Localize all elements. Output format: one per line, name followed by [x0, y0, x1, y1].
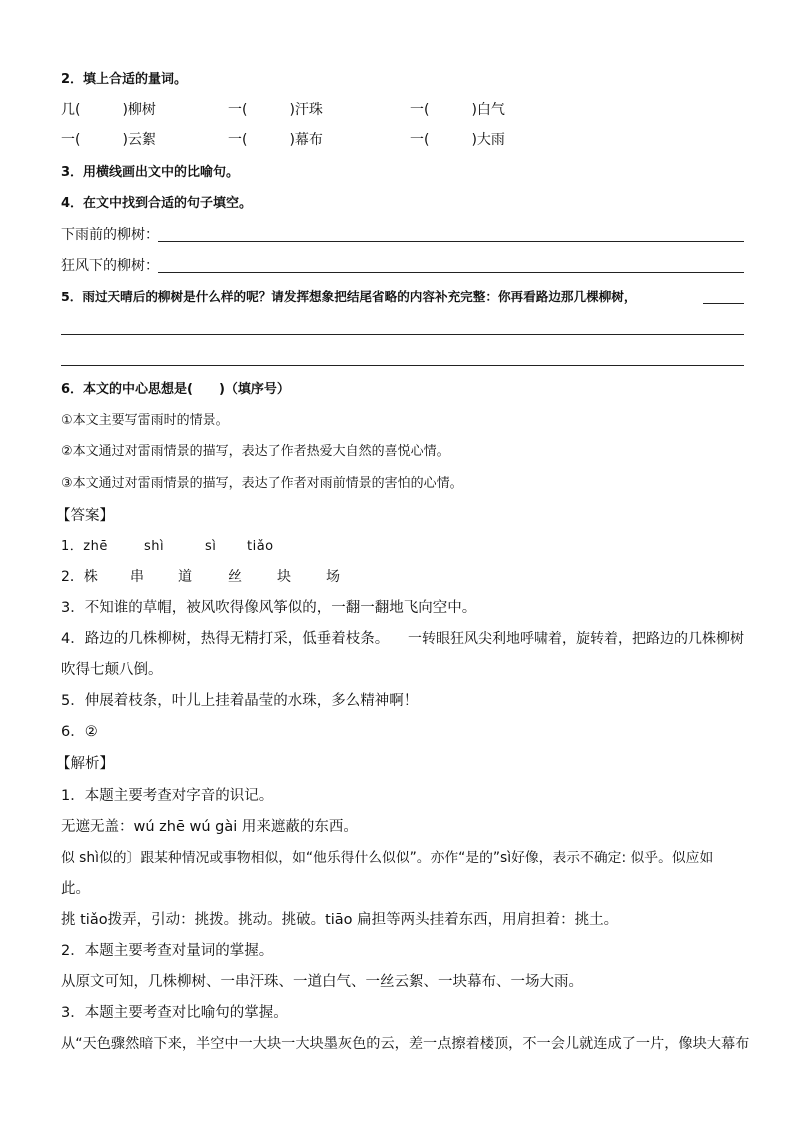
q6-option-3: ③本文通过对雷雨情景的描写，表达了作者对雨前情景的害怕的心情。: [61, 476, 463, 491]
q6-option-1: ①本文主要写雷雨时的情景。: [61, 413, 229, 428]
answer-4-continuation: 吹得七颠八倒。: [61, 662, 163, 678]
q2-blank-5: 一( )幕布: [228, 132, 323, 148]
answer-4-part-2: 一转眼狂风尖利地呼啸着，旋转着，把路边的几株柳树: [408, 631, 744, 647]
analysis-line-8: 3．本题主要考查对比喻句的掌握。: [61, 1005, 288, 1021]
analysis-line-1: 1．本题主要考查对字音的识记。: [61, 788, 274, 804]
answer-header: 【答案】: [56, 508, 114, 524]
answer-line: [158, 241, 744, 242]
answer-1-pinyin-1: 1．zhē: [61, 539, 108, 554]
question-5-title: 5．雨过天晴后的柳树是什么样的呢？请发挥想象把结尾省略的内容补充完整：你再看路边那几棵柳树，: [61, 289, 637, 304]
answer-3: 3．不知谁的草帽，被风吹得像风筝似的，一翻一翻地飞向空中。: [61, 600, 477, 616]
q2-blank-4: 一( )云絮: [61, 132, 156, 148]
answer-2-word-4: 丝: [228, 569, 242, 585]
answer-line: [703, 303, 744, 304]
analysis-header: 【解析】: [56, 756, 114, 772]
answer-2-word-6: 场: [326, 569, 340, 585]
answer-1-pinyin-3: sì: [205, 539, 217, 554]
answer-2-word-1: 2．株: [61, 569, 98, 585]
answer-4-part-1: 4．路边的几株柳树，热得无精打采，低垂着枝条。: [61, 631, 390, 647]
answer-2-word-5: 块: [277, 569, 291, 585]
answer-line: [158, 272, 744, 273]
answer-line: [61, 365, 744, 366]
q4-label-in-storm: 狂风下的柳树：: [61, 258, 159, 274]
question-3-title: 3．用横线画出文中的比喻句。: [61, 165, 240, 180]
question-2-title: 2．填上合适的量词。: [61, 72, 188, 87]
question-4-title: 4．在文中找到合适的句子填空。: [61, 196, 253, 211]
q6-option-2: ②本文通过对雷雨情景的描写，表达了作者热爱大自然的喜悦心情。: [61, 444, 450, 459]
answer-1-pinyin-4: tiǎo: [247, 539, 274, 554]
q2-blank-6: 一( )大雨: [410, 132, 505, 148]
answer-2-word-3: 道: [178, 569, 192, 585]
answer-2-word-2: 串: [130, 569, 144, 585]
analysis-line-4: 此。: [61, 881, 90, 897]
question-6-title: 6．本文的中心思想是( )（填序号）: [61, 382, 290, 397]
answer-6: 6．②: [61, 724, 98, 740]
answer-5: 5．伸展着枝条，叶儿上挂着晶莹的水珠，多么精神啊！: [61, 693, 419, 709]
analysis-line-6: 2．本题主要考查对量词的掌握。: [61, 943, 274, 959]
analysis-line-2: 无遮无盖：wú zhē wú gài 用来遮蔽的东西。: [61, 819, 358, 835]
analysis-line-9: 从“天色骤然暗下来，半空中一大块一大块墨灰色的云，差一点擦着楼顶，不一会儿就连成了一片，像块大幕布: [61, 1036, 750, 1052]
answer-1-pinyin-2: shì: [144, 539, 165, 554]
answer-line: [61, 334, 744, 335]
q2-blank-3: 一( )白气: [410, 102, 505, 118]
analysis-line-5: 挑 tiǎo拨弄，引动：挑拨。挑动。挑破。tiāo 扁担等两头挂着东西，用肩担着：挑土。: [61, 912, 619, 928]
q2-blank-2: 一( )汗珠: [228, 102, 323, 118]
analysis-line-7: 从原文可知，几株柳树、一串汗珠、一道白气、一丝云絮、一块幕布、一场大雨。: [61, 974, 583, 990]
analysis-line-3: 似 shì似的〕跟某种情况或事物相似，如“他乐得什么似似”。亦作“是的”sì好像，表示不确定: 似乎。似应如: [61, 850, 714, 866]
q2-blank-1: 几( )柳树: [61, 102, 156, 118]
q4-label-before-rain: 下雨前的柳树：: [61, 227, 159, 243]
